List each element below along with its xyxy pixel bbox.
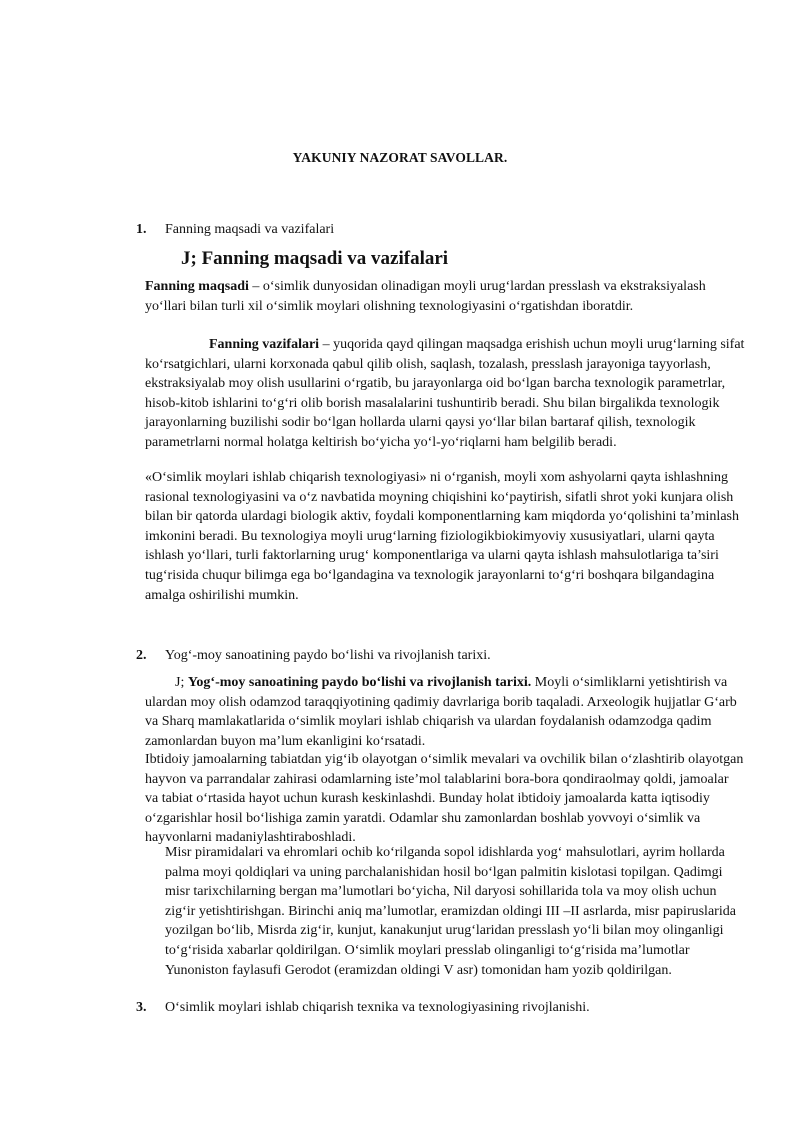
- question-3: [136, 999, 746, 1017]
- answer-2-p1-bold: Yog‘-moy sanoatining paydo bo‘lishi va rivojlanish tarixi.: [187, 675, 532, 690]
- answer-1-heading: J; Fanning maqsadi va vazifalari: [181, 248, 449, 269]
- answer-1-p3-text: «O‘simlik moylari ishlab chiqarish texnologiyasi» ni o‘rganish, moyli xom ashyolarni qayta ishlashning rasional texnologiyasini va o‘z navbatida moyning chiqishini ko‘paytirish, sifatli shrot yoki kunjara olish bilan bir qatorda ulardagi biologik aktiv, foydali komponentlarning kam miqdorda yo‘qolishini ta’minlash imkonini beradi. Bu texnologiya moyli urug‘larning fiziologikbiokimyoviy xususiyatlari, ularni qayta ishlash yo‘llari, turli faktorlarning urug‘ komponentlariga va ularni qayta ishlash mahsulotlariga ta’siri tug‘risida chuqur bilimga ega bo‘lgandagina va texnologik jarayonlarni to‘g‘ri boshqara bilgandagina amalga oshirilishi mumkin.: [145, 470, 739, 603]
- answer-1-paragraph-2: [145, 335, 745, 453]
- answer-2-paragraph-1: [145, 673, 745, 751]
- answer-2-paragraph-3: [165, 843, 745, 980]
- question-2-text: Yog‘-moy sanoatining paydo bo‘lishi va rivojlanish tarixi.: [165, 648, 491, 663]
- question-3-number: 3.: [136, 1000, 147, 1015]
- question-2-number: 2.: [136, 648, 147, 663]
- question-2: [136, 647, 746, 665]
- answer-2-paragraph-2: [145, 750, 745, 848]
- question-1: [136, 221, 746, 239]
- page-title: YAKUNIY NAZORAT SAVOLLAR.: [292, 150, 508, 165]
- question-1-number: 1.: [136, 222, 147, 237]
- answer-1-p1-bold: Fanning maqsadi: [145, 279, 249, 294]
- answer-1-p2-bold: Fanning vazifalari: [209, 337, 320, 352]
- answer-2-p1-prefix: J;: [175, 675, 188, 690]
- answer-1-p2-text: – yuqorida qayd qilingan maqsadga erishish uchun moyli urug‘larning sifat ko‘rsatgichlari, ularni korxonada qabul qilib olish, saqlash, tozalash, presslash jarayoniga tayyorlash, ekstraksiyalab moy olish usullarini o‘rgatib, bu jarayonlarga oid bo‘lgan barcha texnologik parametrlar, hisob-kitob ishlarini to‘g‘ri olib borish masalalarini tushuntirib beradi. Shu bilan birgalikda texnologik jarayonlarning buzilishi sodir bo‘lgan hollarda ularni qaysi yo‘llar bilan bartaraf qilish, texnologik parametrlarni normal holatga keltirish bo‘yicha yo‘l-yo‘riqlarni ham belgilib beradi.: [145, 337, 745, 450]
- answer-1-paragraph-3: [145, 468, 745, 605]
- question-3-text: O‘simlik moylari ishlab chiqarish texnika va texnologiyasining rivojlanishi.: [165, 1000, 590, 1015]
- answer-2-p1-text: Moyli o‘simliklarni yetishtirish va ulardan moy olish odamzod taraqqiyotining qadimiy davrlariga borib taqaladi. Arxeologik hujjatlar G‘arb va Sharq mamlakatlarida o‘simlik moylari ishlab chiqarish va ulardan foydalanish odamzodga qadim zamonlardan buyon ma’lum ekanligini ko‘rsatadi.: [145, 675, 737, 749]
- answer-1-paragraph-1: [145, 277, 745, 316]
- answer-1-p1-text: – o‘simlik dunyosidan olinadigan moyli urug‘lardan presslash va ekstraksiyalash yo‘llari bilan turli xil o‘simlik moylari olishning texnologiyasini o‘rgatishdan iboratdir.: [145, 279, 706, 314]
- answer-2-p3-text: Misr piramidalari va ehromlari ochib ko‘rilganda sopol idishlarda yog‘ mahsulotlari, ayrim hollarda palma moyi qoldiqlari va uning parchalanishidan hosil bo‘lgan palmitin kislotasi topilgan. Qadimgi misr tarixchilarning bergan ma’lumotlari bo‘yicha, Nil daryosi sohillarida tola va moy olish uchun zig‘ir yetishtirishgan. Birinchi aniq ma’lumotlar, eramizdan oldingi III –II asrlarda, misr papiruslarida yozilgan bo‘lib, Misrda zig‘ir, kunjut, kanakunjut urug‘laridan presslash yo‘li bilan moy olinganligi to‘g‘risida xabarlar qoldirilgan. O‘simlik moylari presslab olinganligi to‘g‘risida ma’lumotlar Yunoniston faylasufi Gerodot (eramizdan oldingi V asr) tomonidan ham yozib qoldirilgan.: [165, 845, 736, 978]
- answer-2-p2-text: Ibtidoiy jamoalarning tabiatdan yig‘ib olayotgan o‘simlik mevalari va ovchilik bilan o‘zlashtirib olayotgan hayvon va parrandalar zahirasi odamlarning iste’mol talablarini bora-bora qondiraolmay qoldi, jamoalar va tabiat o‘rtasida hayot uchun kurash keskinlashdi. Bunday holat ibtidoiy jamoalarda katta iqtisodiy o‘zgarishlar hosil bo‘lishiga zamin yaratdi. Odamlar shu zamonlardan boshlab yovvoyi o‘simlik va hayvonlarni madaniylashtiraboshladi.: [145, 752, 744, 846]
- question-1-text: Fanning maqsadi va vazifalari: [165, 222, 335, 237]
